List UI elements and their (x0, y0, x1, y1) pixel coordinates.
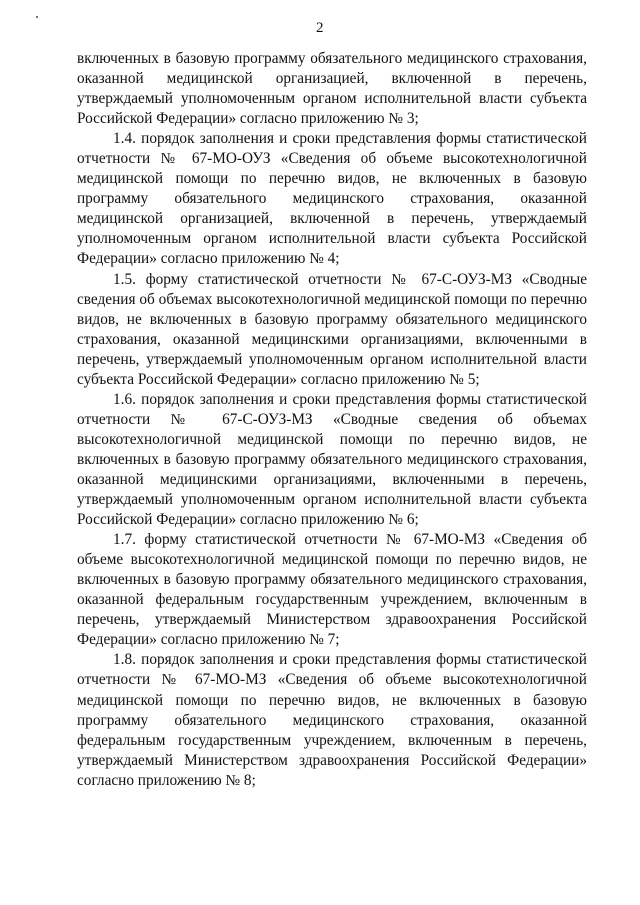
page-number: 2 (316, 20, 324, 36)
paragraph-continuation: включенных в базовую программу обязательного медицинского страхования, оказанной медицинской организацией, включенной в перечень, утверждаемый уполномоченным органом исполнительной власти субъекта Российской Федерации» согласно приложению № 3; (77, 50, 587, 128)
scan-speck (36, 16, 38, 18)
paragraph-1-8: 1.8. порядок заполнения и сроки представления формы статистической отчетности № 67-МО-МЗ «Сведения об объеме высокотехнологичной медицинской помощи по перечню видов, не включенных в базовую программу обязательного медицинского страхования, оказанной федеральным государственным учреждением, включенным в перечень, утверждаемый Министерством здравоохранения Российской Федерации» согласно приложению № 8; (77, 651, 587, 789)
paragraph-1-4: 1.4. порядок заполнения и сроки представления формы статистической отчетности № 67-МО-ОУЗ «Сведения об объеме высокотехнологичной медицинской помощи по перечню видов, не включенных в базовую программу обязательного медицинского страхования, оказанной медицинской организацией, включенной в перечень, утверждаемый уполномоченным органом исполнительной власти субъекта Российской Федерации» согласно приложению № 4; (77, 130, 587, 268)
paragraph-1-7: 1.7. форму статистической отчетности № 67-МО-МЗ «Сведения об объеме высокотехнологичной медицинской помощи по перечню видов, не включенных в базовую программу обязательного медицинского страхования, оказанной федеральным государственным учреждением, включенным в перечень, утверждаемый Министерством здравоохранения Российской Федерации» согласно приложению № 7; (77, 531, 587, 649)
paragraph-1-6: 1.6. порядок заполнения и сроки представления формы статистической отчетности № 67-С-ОУЗ-МЗ «Сводные сведения об объемах высокотехнологичной медицинской помощи по перечню видов, не включенных в базовую программу обязательного медицинского страхования, оказанной медицинскими организациями, включенными в перечень, утверждаемый уполномоченным органом исполнительной власти субъекта Российской Федерации» согласно приложению № 6; (77, 390, 587, 529)
paragraph-1-5: 1.5. форму статистической отчетности № 67-С-ОУЗ-МЗ «Сводные сведения об объемах высокотехнологичной медицинской помощи по перечню видов, не включенных в базовую программу обязательного медицинского страхования, оказанной медицинскими организациями, включенными в перечень, утверждаемый уполномоченным органом исполнительной власти субъекта Российской Федерации» согласно приложению № 5; (77, 270, 587, 388)
document-body (77, 49, 587, 791)
